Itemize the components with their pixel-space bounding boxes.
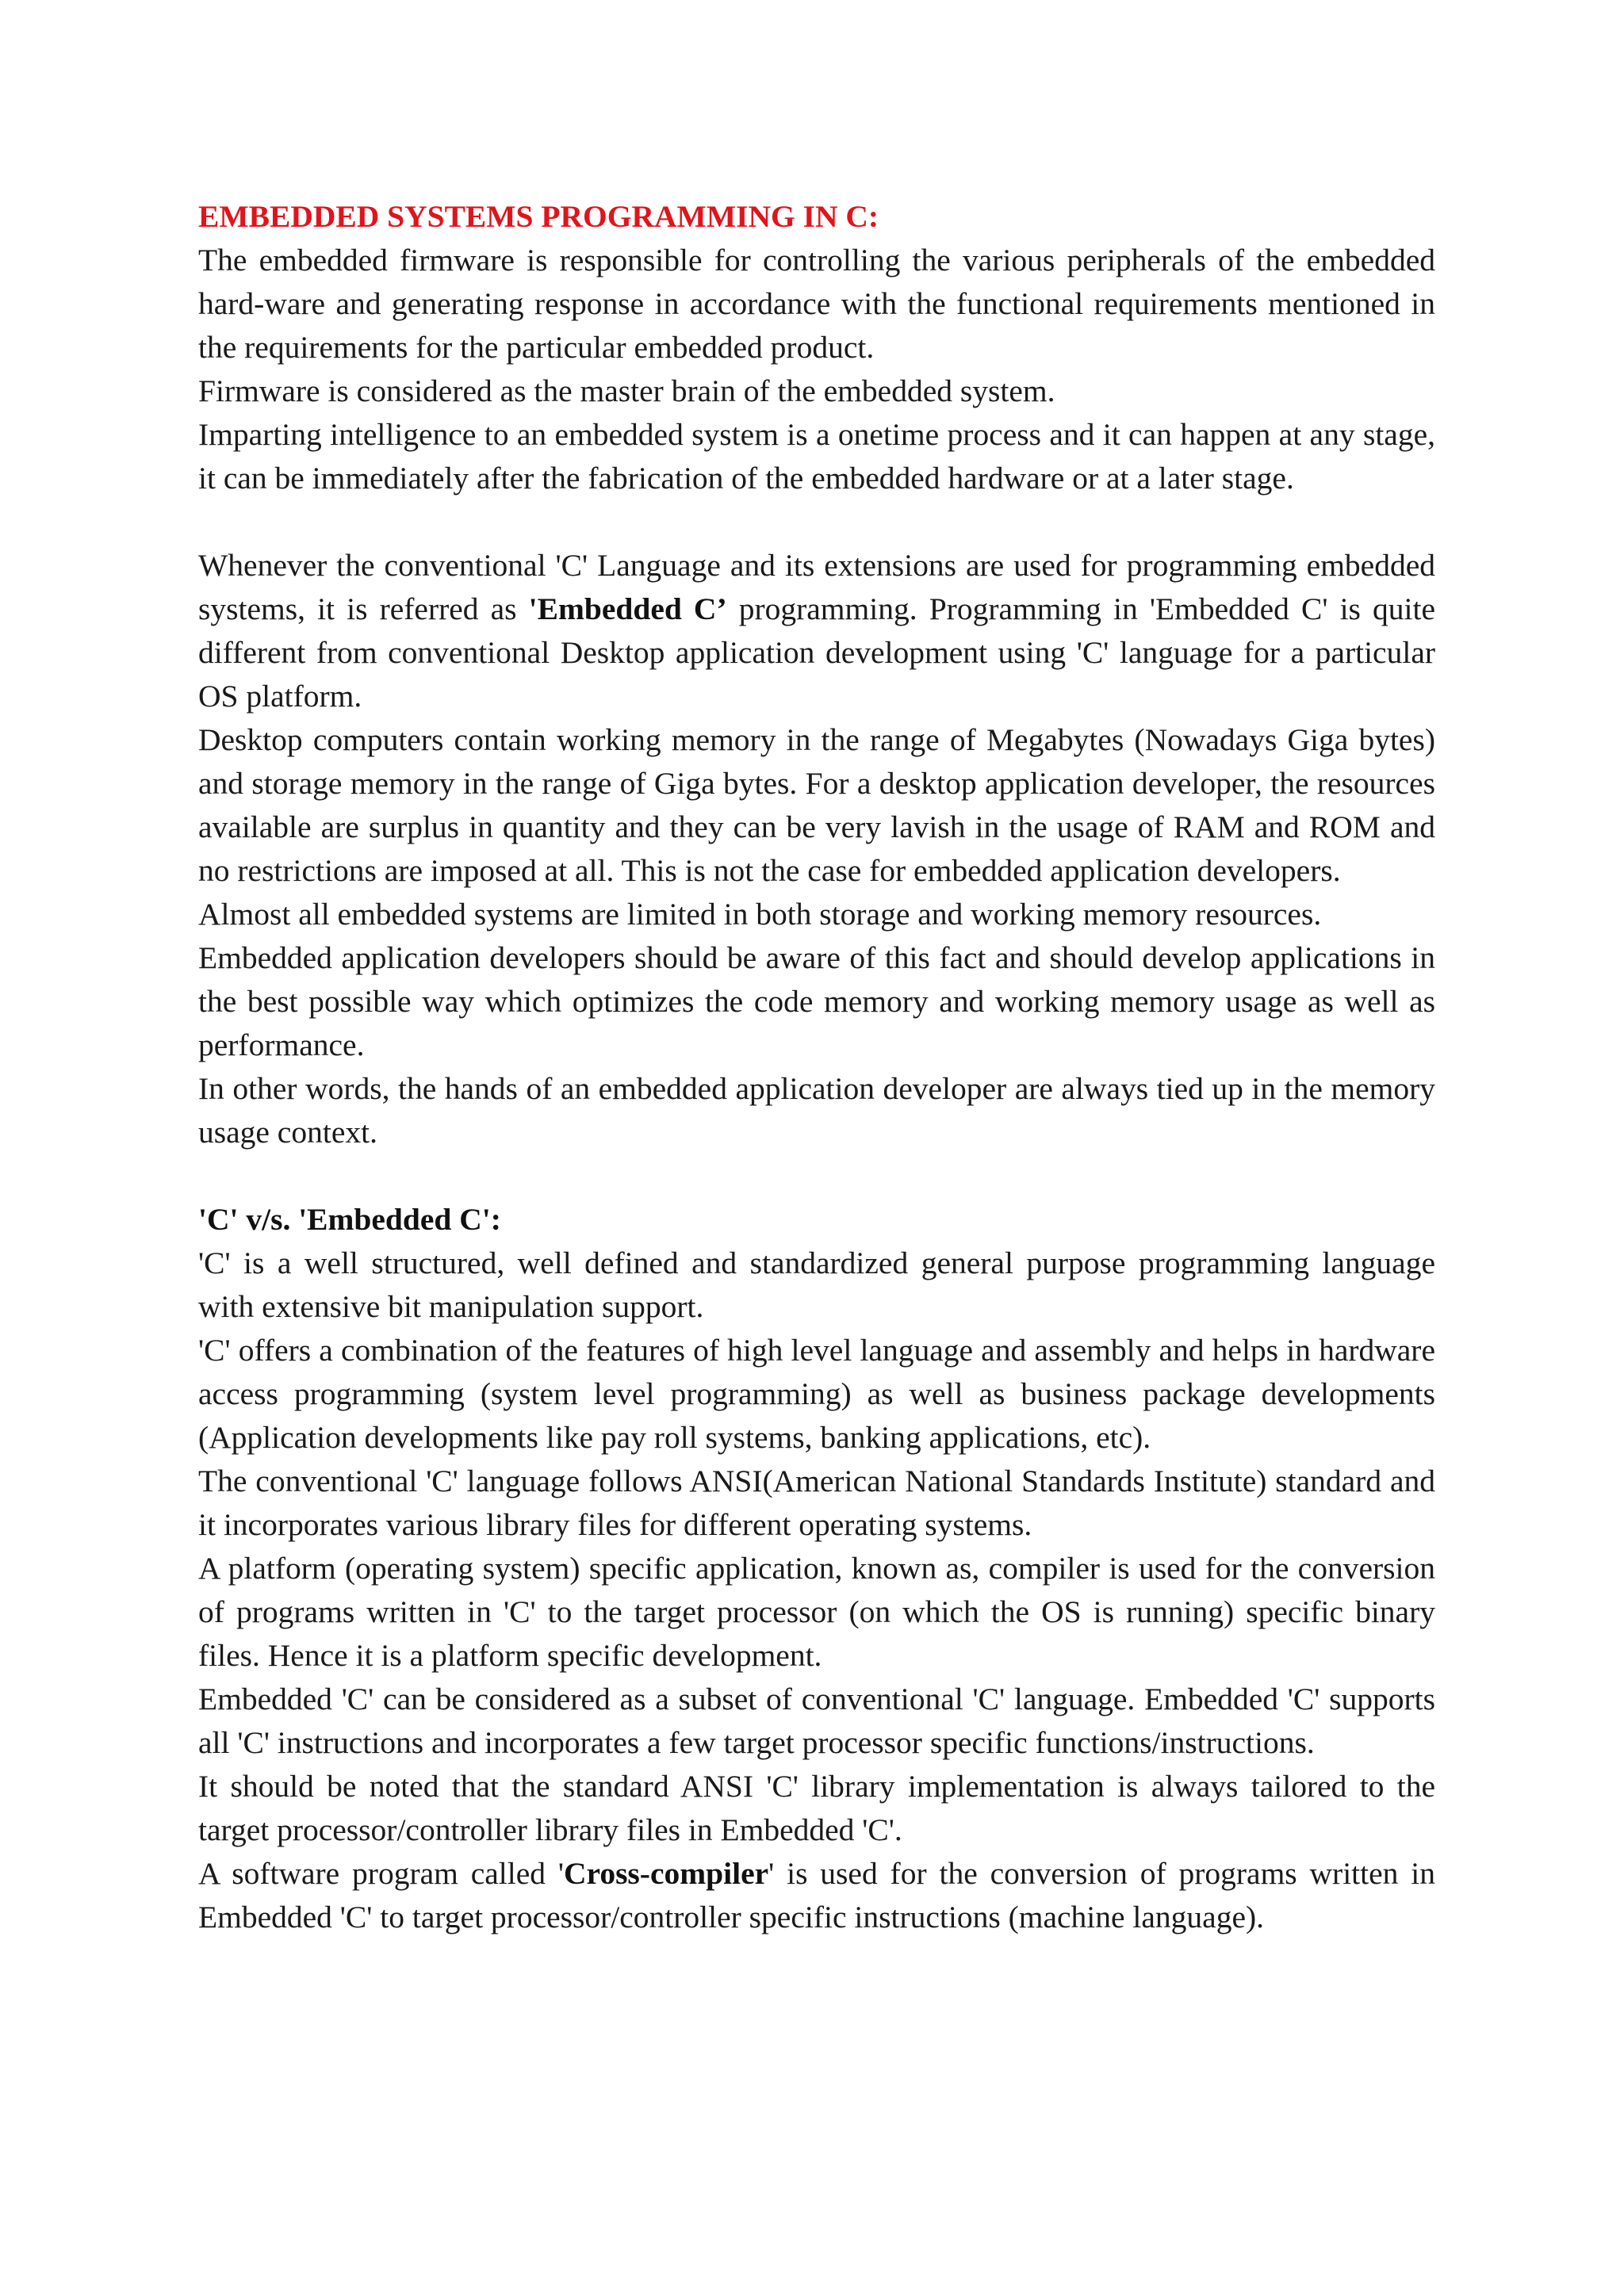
paragraph-limited-resources: Almost all embedded systems are limited in both storage and working memory resources.: [198, 897, 1322, 932]
paragraph-ansi-standard: The conventional 'C' language follows ANSI(American National Standards Institute) standard and it incorporates various library files for different operating systems.: [198, 1464, 1435, 1542]
text-run: ' is used for the conversion of programs written in Embedded 'C' to target processor/controller specific instructions (machine language).: [198, 1856, 1435, 1934]
paragraph-cross-compiler: [198, 1852, 1435, 1939]
section-heading-c-vs-embedded-c: 'C' v/s. 'Embedded C':: [198, 1202, 501, 1237]
paragraph-firmware-responsibility: The embedded firmware is responsible for controlling the various peripherals of the embedded hard-ware and generating response in accordance with the functional requirements mentioned in the requirements for the particular embedded product.: [198, 243, 1435, 365]
text-run: programming. Programming in 'Embedded C' is quite different from conventional Desktop application development using 'C' language for a particular OS platform.: [198, 591, 1435, 714]
paragraph-spacer: [198, 500, 1435, 544]
text-run: A software program called ': [198, 1856, 564, 1891]
paragraph-spacer: [198, 1154, 1435, 1198]
paragraph-compiler: A platform (operating system) specific application, known as, compiler is used for the conversion of programs written in 'C' to the target processor (on which the OS is running) specific binary files. Hence it is a platform specific development.: [198, 1551, 1435, 1673]
section-heading-embedded-programming: EMBEDDED SYSTEMS PROGRAMMING IN C:: [198, 199, 879, 234]
bold-term-embedded-c: 'Embedded C’: [528, 591, 727, 626]
paragraph-embedded-c-subset: Embedded 'C' can be considered as a subset of conventional 'C' language. Embedded 'C' supports all 'C' instructions and incorporates a few target processor specific functions/instructions.: [198, 1682, 1435, 1760]
document-page: [198, 195, 1435, 1939]
paragraph-c-definition: 'C' is a well structured, well defined and standardized general purpose programming language with extensive bit manipulation support.: [198, 1246, 1435, 1324]
paragraph-firmware-master-brain: Firmware is considered as the master brain of the embedded system.: [198, 373, 1055, 408]
paragraph-ansi-library: It should be noted that the standard ANSI 'C' library implementation is always tailored to the target processor/controller library files in Embedded 'C'.: [198, 1769, 1435, 1847]
paragraph-hands-tied: In other words, the hands of an embedded application developer are always tied up in the memory usage context.: [198, 1071, 1435, 1150]
paragraph-imparting-intelligence: Imparting intelligence to an embedded system is a onetime process and it can happen at any stage, it can be immediately after the fabrication of the embedded hardware or at a later stage.: [198, 417, 1435, 496]
paragraph-embedded-c-definition: [198, 544, 1435, 718]
paragraph-c-features: 'C' offers a combination of the features of high level language and assembly and helps in hardware access programming (system level programming) as well as business package developments (Application developments like pay roll systems, banking applications, etc).: [198, 1333, 1435, 1455]
paragraph-desktop-memory: Desktop computers contain working memory in the range of Megabytes (Nowadays Giga bytes) and storage memory in the range of Giga bytes. For a desktop application developer, the resources available are surplus in quantity and they can be very lavish in the usage of RAM and ROM and no restrictions are imposed at all. This is not the case for embedded application developers.: [198, 722, 1435, 888]
text-run: Whenever the conventional 'C' Language and its extensions are used for programming embedded systems, it is referred as: [198, 548, 1435, 626]
paragraph-developer-awareness: Embedded application developers should be aware of this fact and should develop applications in the best possible way which optimizes the code memory and working memory usage as well as performance.: [198, 940, 1435, 1062]
bold-term-cross-compiler: Cross-compiler: [563, 1856, 769, 1891]
